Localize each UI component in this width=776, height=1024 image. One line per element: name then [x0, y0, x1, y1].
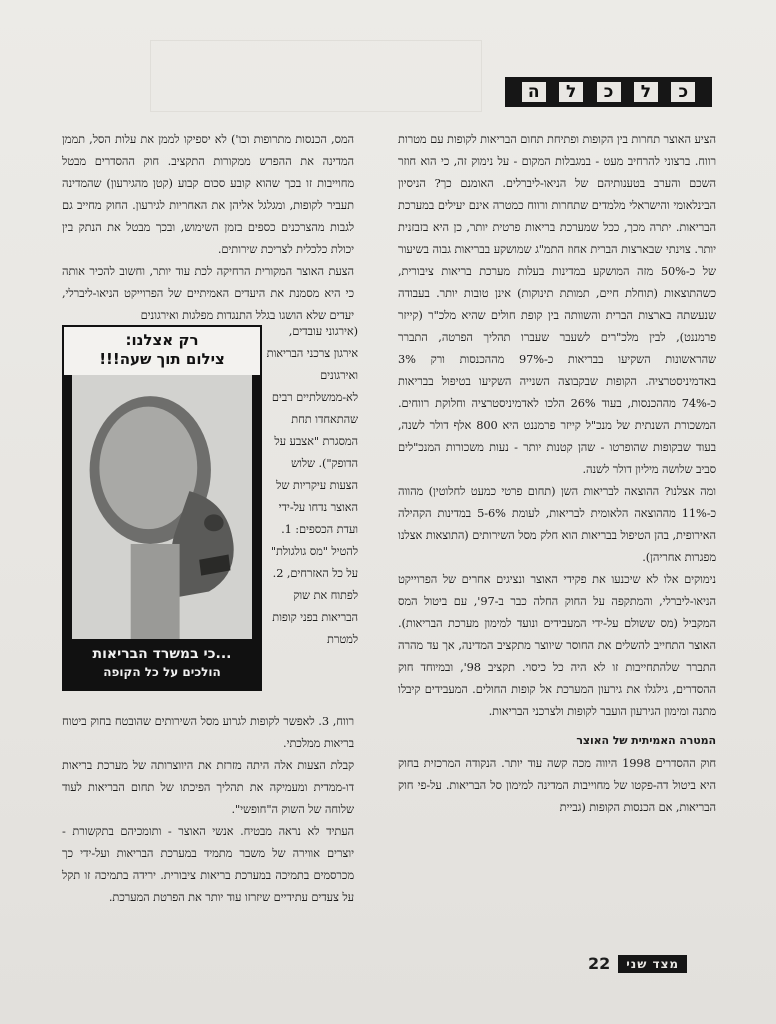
page-number: 22	[588, 954, 611, 973]
ad-headline-line: רק אצלנו:	[125, 331, 199, 349]
ad-tagline	[64, 639, 260, 689]
publication-name: מצד שני	[618, 955, 687, 973]
left-column-narrow	[262, 320, 358, 650]
section-masthead	[505, 77, 712, 107]
ad-headline	[64, 327, 260, 375]
paragraph: רווח, 3. לאפשר לקופות לגרוע מסל השירותים שהובטח בחוק ביטוח בריאות ממלכתי.	[62, 714, 354, 750]
masthead-letter: כ	[597, 82, 621, 102]
ad-tagline-line: הולכים על כל הקופה	[103, 665, 221, 679]
masthead-letter: כ	[671, 82, 695, 102]
skull-xray-drawing	[72, 375, 252, 639]
page-footer	[588, 954, 687, 973]
paragraph: העתיד לא נראה מבטיח. אנשי האוצר - ותומכיהם בתקשורת - יוצרים אווירה של משבר מתמיד במערכת הבריאות ועל-ידי כך מכרסמים בתמיכה במערכת בריאות ציבורית. ירידה בתמיכה זו תקל על צעדים עתידיים שיזרזו עוד יותר את הפרטת המערכת.	[62, 824, 354, 904]
satirical-ad-box	[62, 325, 262, 691]
left-column-bottom	[62, 710, 354, 908]
right-column	[398, 128, 716, 818]
paragraph: הצעת האוצר המקורית הרחיקה לכת עוד יותר, וחשוב להכיר אותה כי היא מסמנת את היעדים האמיתיים של הפרוייקט הניאו-ליברלי, יעדים שלא הושגו בגלל התנגדות מפלגות ואירגונים	[62, 264, 354, 322]
paragraph: הציע האוצר תחרות בין הקופות ופתיחת תחום הבריאות לקופות עם מטרות רווח. ברצוני להרחיב מעט - במגבלות המקום - על נימוק זה, כי הוא חוזר השכם והערב בטענותיהם של הניאו-ליברלים. האומנם כך? הניסיון הבינלאומי והישראלי מלמדים שתחרות ורווח כמטרה אינם יעילים במערכת הבריאות. יתרה מכך, ככל שמערכת בריאות פרטית יותר, כן היא בזבזנית יותר. צוינתי שבארצות הברית אחוז התמ"ג שמושקע בבריאות גבוה בשיעור של כ-50% מזה המושקע במדינות בעלות מערכת בריאות ציבורית, כשהתוצאות (תוחלת חיים, תמותת תינוקות) אינן טובות יותר. בעבודה שנעשתה בארצות הברית והשוותה בין קופת חולים שהיא מלכ"ר (קייזר פרמננט), לבין מלכ"רים לשעבר שעברו תהליך הפרטה, התברר שהראשונות השקיעו בבריאות כ-97% מההכנסות ורק 3% באדמיניסטרציה. הקופות שבקבוצה השנייה השקיעו בטיפול בבריאות כ-74% מההכנסות, בעוד 26% הלכו לאדמיניסטרציה וחלוקת רווחים. המשכורת השנתית של מנכ"ל קייזר פרמננט היא 800 אלף דולר לשנה, בעוד שבקופות שהופרטו - שהן קטנות יותר - נעות משכורות המנכ"לים סביב שלושה מיליון דולר לשנה.	[398, 132, 717, 476]
faded-box	[150, 40, 482, 112]
paragraph: קבלת הצעות אלה היתה מזרזת את היווצרותה של מערכת בריאות דו-ממדית ומעמיקה את תהליך הפיכתו של תחום הבריאות לעוד שלוחה של השוק ה"חופשי".	[62, 758, 354, 816]
skull-xray-image	[72, 375, 252, 639]
paragraph: נימוקים אלו לא שיכנעו את פקידי האוצר ונציגים אחרים של הפרוייקט הניאו-ליברלי, והמתקפה על החוק החלה כבר ב-97', עם ביטול המס המקביל (מס ששולם על-ידי המעבידים ונועד למימון מערכת הבריאות). האוצר התחייב להשלים את החוסר שיווצר מתקציב המדינה, אך עד מהרה התברר שלהתחייבות זו לא היה כל כיסוי. תקציב 98', ובמיוחד חוק ההסדרים, גילגלו את גירעון המערכת אל קופות החולים. המעבידים קיבלו מתנה ומימון הגירעון הועבר לקופות ולצרכני הבריאות.	[398, 572, 716, 718]
ad-headline-line: צילום תוך שעה!!!	[99, 350, 225, 368]
paragraph: (אירגוני עובדים, אירגון צרכני הבריאות ואירגונים לא-ממשלתיים רבים שהתאחדו תחת המסגרת "אצבע על הדופק"). שלוש הצעות עיקריות של האוצר נדחו על-ידי ועדת הכספים: 1. להטיל "מס גולגולת" על כל האזרחים, 2. לפתוח את שוק הבריאות בפני קופות למטרת	[266, 324, 358, 646]
paragraph: חוק ההסדרים 1998 היווה מכה קשה עוד יותר. הנקודה המרכזית בחוק היא ביטול דה-פקטו של מחוייבות המדינה למימון סל הבריאות. על-פי חוק הבריאות, אם הכנסות הקופות (גביית	[398, 756, 717, 814]
ad-tagline-line: ...כי במשרד הבריאות	[92, 646, 232, 662]
paragraph: המס, הכנסות מתרופות וכו') לא יספיקו לממן את עלות הסל, תממן המדינה את ההפרש ממקורות התקציב. חוק ההסדרים מבטל מחוייבות זו בכך שהוא קובע סכום קבוע (קטן מהגירעון) שהמדינה תעביר לקופות, ומגלגל אליהן את האחריות לגירעון. החוק מחייב גם לגבות מהצרכנים כספים בזמן השימוש, ובכך מבטל את הנתק בין יכולת כלכלית לצריכת שירותים.	[62, 132, 354, 256]
paragraph: ומה אצלנו? ההוצאה לבריאות השן (תחום פרטי כמעט לחלוטין) מהווה כ-11% מההוצאה הלאומית לבריאות, לעומת 5-6% במדינות הקהילה האירופית, בהן הטיפול בבריאות הוא חלק מסל השירותים (התוצאות אצלנו מפגרות אחריהן).	[398, 484, 716, 564]
masthead-letter: ה	[522, 82, 546, 102]
masthead-letter: ל	[634, 82, 658, 102]
masthead-letter: ל	[559, 82, 583, 102]
left-column-top	[62, 128, 354, 326]
subheading: המטרה האמיתית של האוצר	[576, 734, 716, 747]
